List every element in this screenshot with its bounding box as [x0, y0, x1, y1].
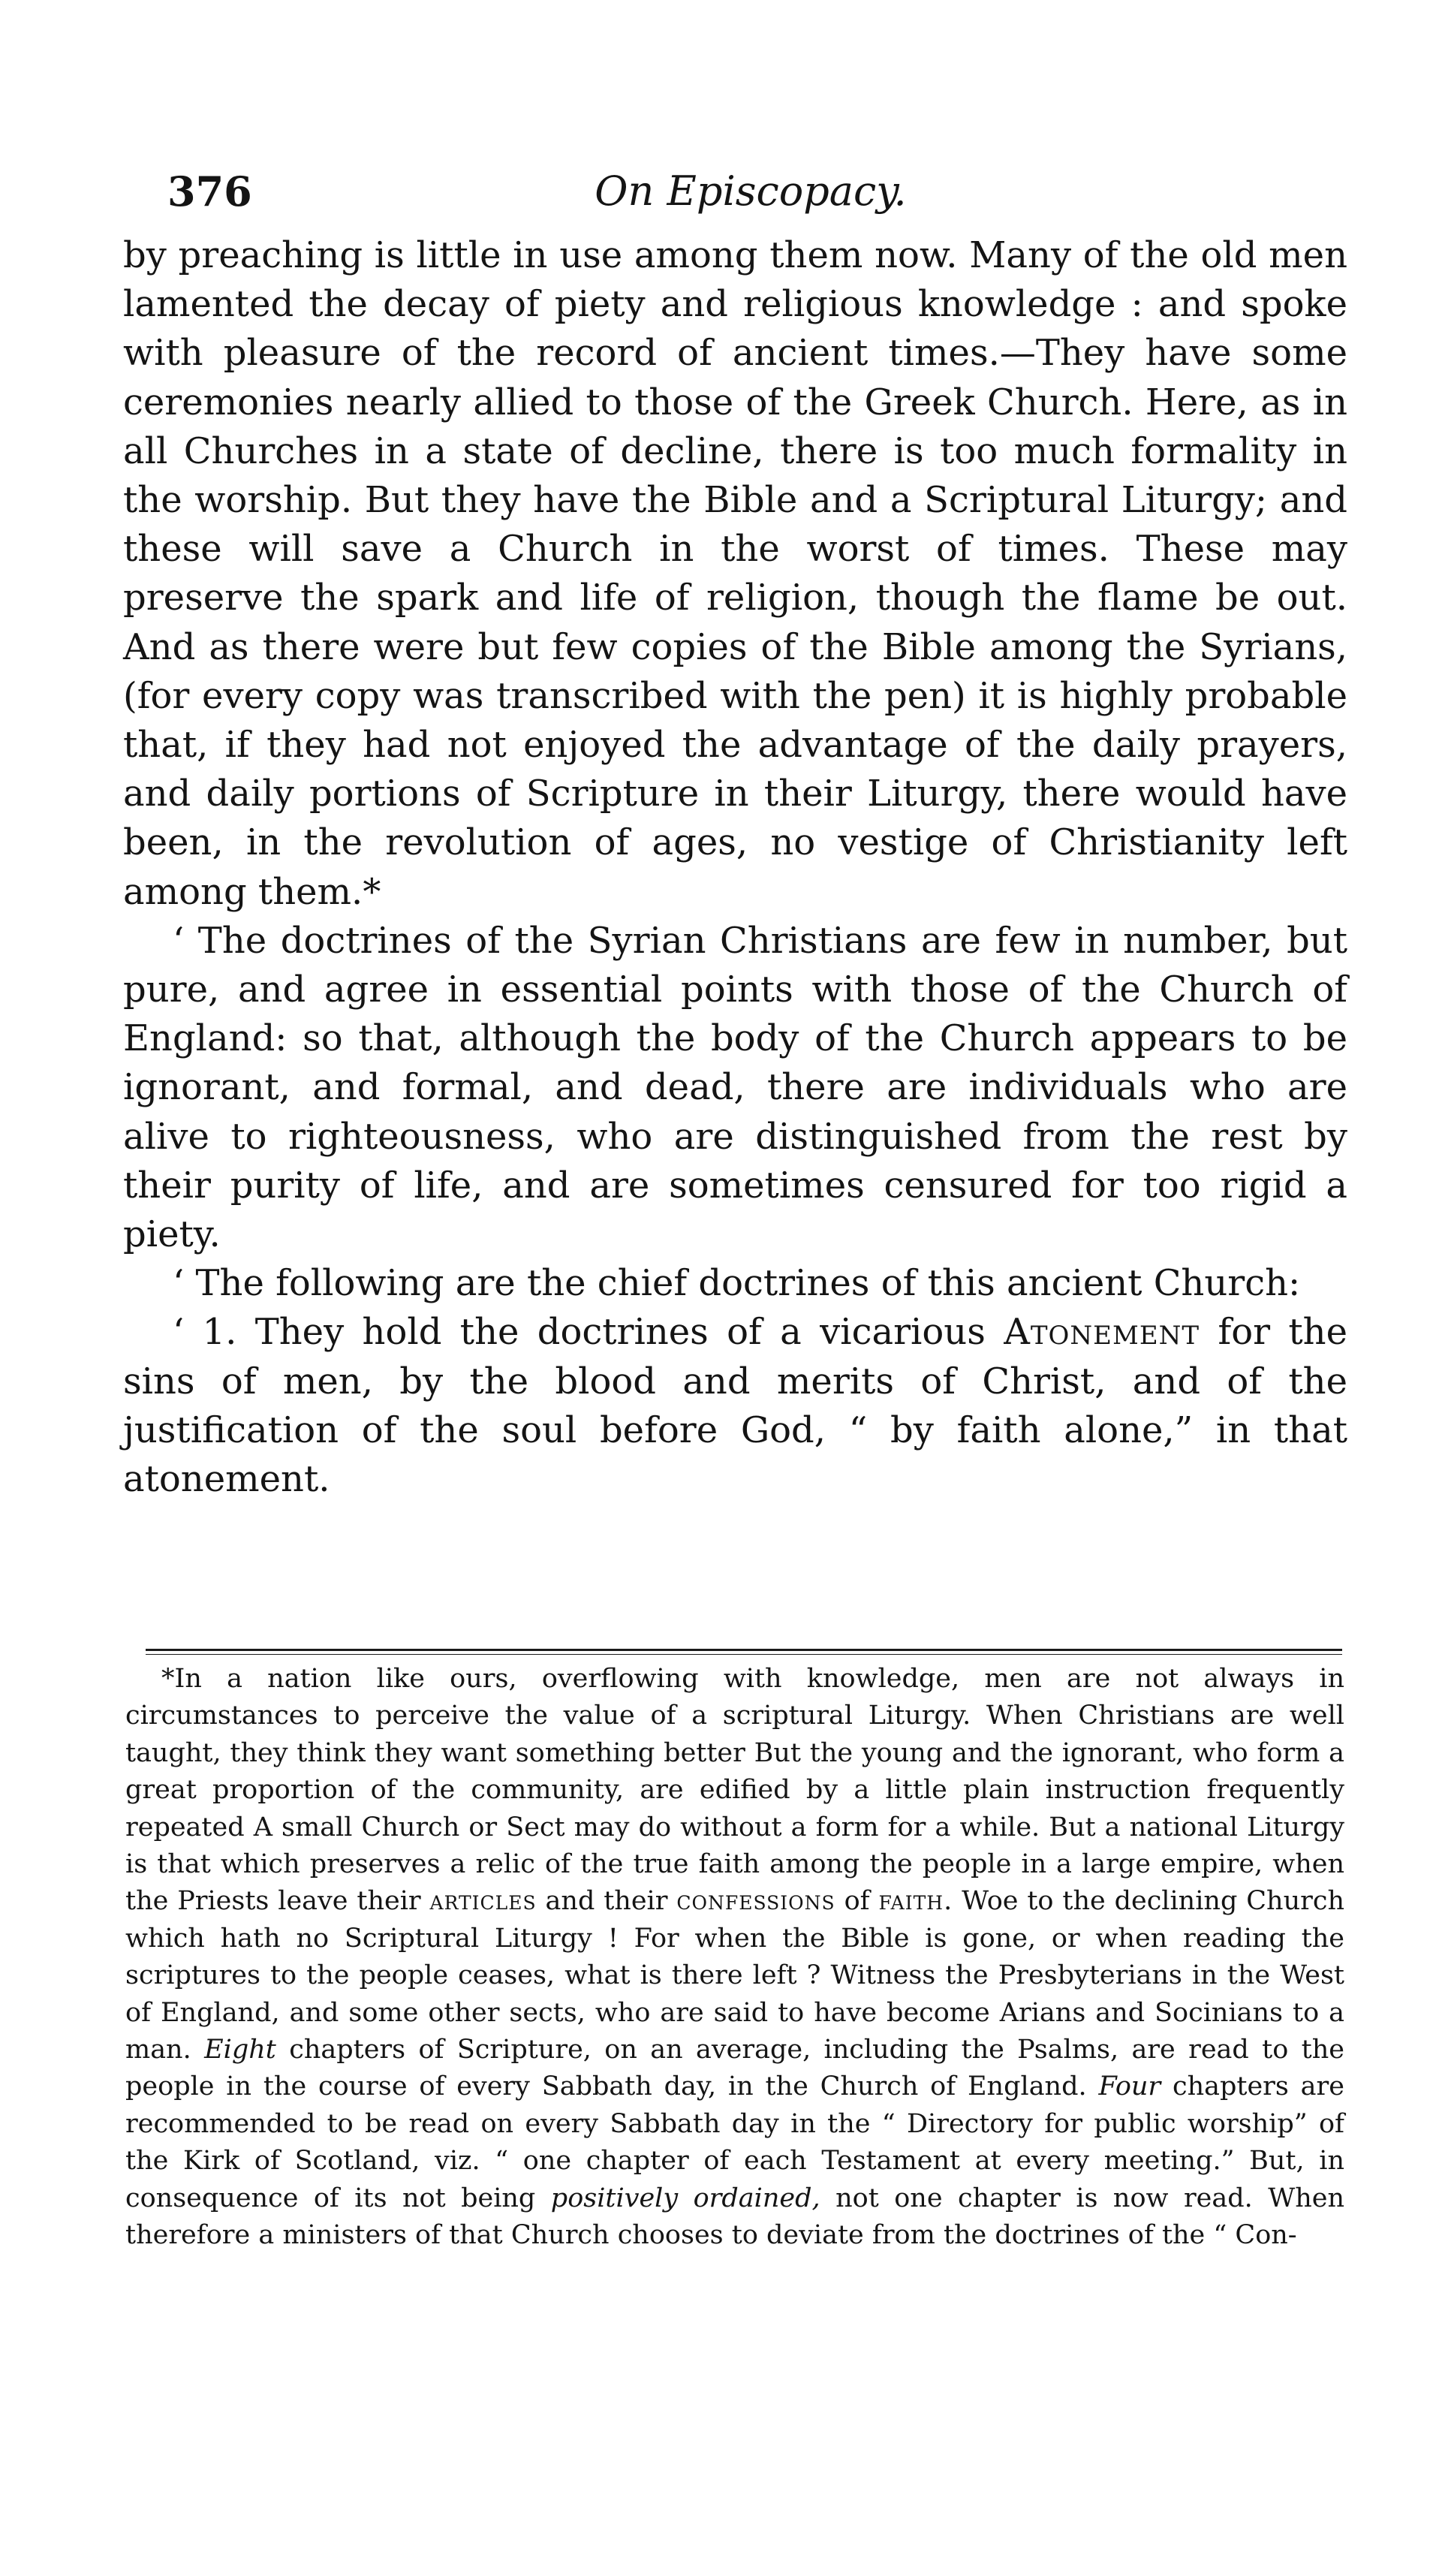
footnote-text-3: of [844, 1886, 870, 1917]
main-text [123, 231, 1347, 1504]
footnote-four: Four [1098, 2071, 1161, 2102]
footnote-text-2: and their [545, 1886, 668, 1917]
footnote-ordained: positively ordained, [550, 2183, 820, 2213]
paragraph-atonement [123, 1308, 1347, 1504]
footnote-text-5: chapters of Scripture, on an average, including the Psalms, are read to the people in the course of every Sabbath day, in the Church of England. [125, 2035, 1344, 2102]
footnote-text-7: not one chapter is now read. When therefore a ministers of that Church chooses to deviate from the doctrines of the “ Con- [125, 2183, 1344, 2251]
footnote [125, 1661, 1344, 2255]
page-number: 376 [167, 167, 252, 215]
footnote-text-6: chapters are recommended to be read on every Sabbath day in the “ Directory for public worship” of the Kirk of Scotland, viz. “ one chapter of each Testament at every meeting.” But, in consequence of its not being [125, 2071, 1344, 2213]
footnote-rule [146, 1649, 1342, 1651]
atonement-rest: for the sins of men, by the blood and merits of Christ, and of the justification of the soul before God, “ by faith alone,” in that atonement. [123, 1311, 1348, 1501]
atonement-intro: ‘ 1. They hold the doctrines of a vicarious [173, 1311, 986, 1354]
footnote-text-4: Woe to the declining Church which hath no Scriptural Liturgy ! For when the Bible is gone, or when reading the scriptures to the people ceases, what is there left ? Witness the Presbyterians in the West of England, and some other sects, who are said to have become Arians and Socinians to a man. [125, 1886, 1344, 2065]
footnote-paragraph [125, 1661, 1344, 2255]
footnote-rule-thin [146, 1654, 1342, 1655]
footnote-confessions: confessions [676, 1886, 835, 1917]
footnote-faith: faith. [878, 1886, 953, 1917]
footnote-eight: Eight [204, 2035, 276, 2065]
paragraph-following: ‘ The following are the chief doctrines of this ancient Church: [173, 1262, 1301, 1305]
paragraph-doctrines: ‘ The doctrines of the Syrian Christians are few in number, but pure, and agree in essential points with those of the Church of England: so that, although the body of the Church appears to be ignorant, and formal, and dead, there are individuals who are alive to righteousness, who are distinguished from the rest by their purity of life, and are sometimes censured for too rigid a piety. [123, 919, 1347, 1256]
atonement-term: Atonement [1004, 1311, 1200, 1354]
page-header [167, 158, 1334, 225]
footnote-text-1: *In a nation like ours, overflowing with knowledge, men are not always in circumstances to perceive the value of a scriptural Liturgy. When Christians are well taught, they think they want something better But the young and the ignorant, who form a great proportion of the community, are edified by a little plain instruction frequently repeated A small Church or Sect may do without a form for a while. But a national Liturgy is that which preserves a relic of the true faith among the people in a large empire, when the Priests leave their [125, 1664, 1344, 1917]
paragraph-continued: by preaching is little in use among them now. Many of the old men lamented the decay of piety and religious knowledge : and spoke with pleasure of the record of ancient times.—They have some ceremonies nearly allied to those of the Greek Church. Here, as in all Churches in a state of decline, there is too much formality in the worship. But they have the Bible and a Scriptural Liturgy; and these will save a Church in the worst of times. These may preserve the spark and life of religion, though the flame be out. And as there were but few copies of the Bible among the Syrians, (for every copy was transcribed with the pen) it is highly probable that, if they had not enjoyed the advantage of the daily prayers, and daily portions of Scripture in their Liturgy, there would have been, in the revolution of ages, no vestige of Christianity left among them.* [123, 234, 1347, 913]
running-title: On Episcopacy. [595, 167, 907, 215]
footnote-articles: articles [429, 1886, 537, 1917]
